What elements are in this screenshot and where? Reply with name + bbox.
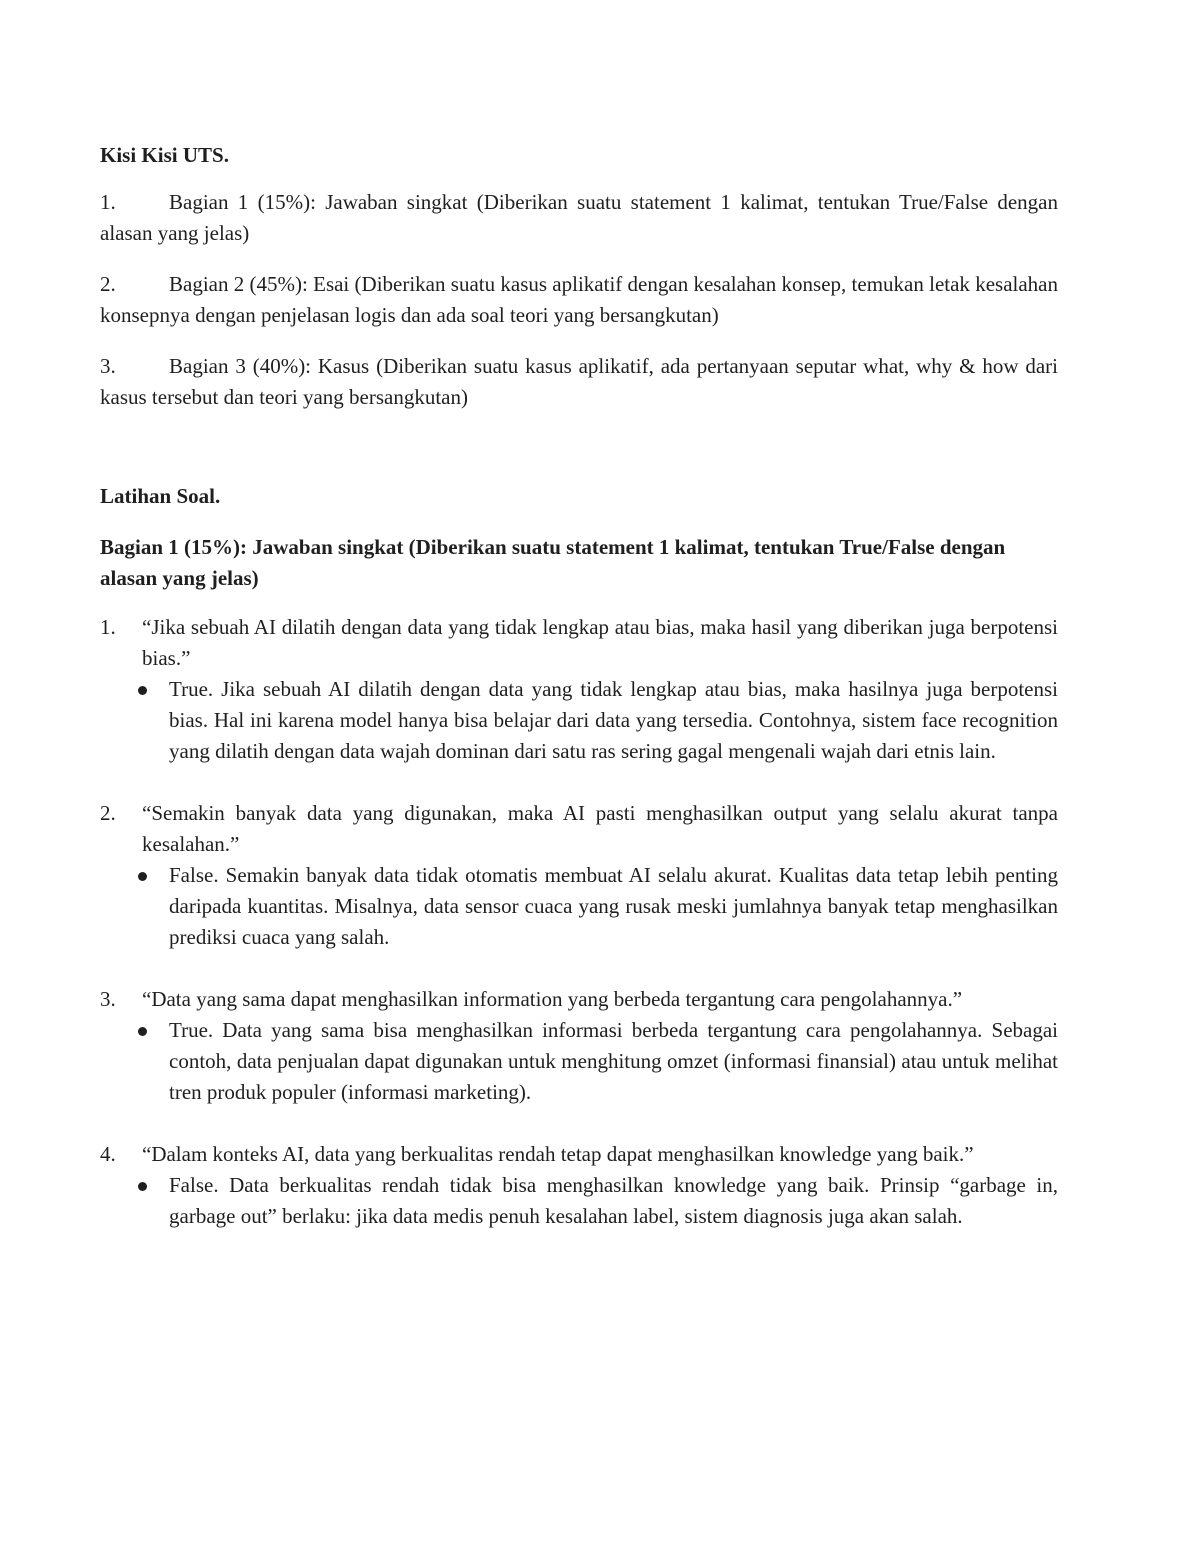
kisi-item-text: Bagian 3 (40%): Kasus (Diberikan suatu kasus aplikatif, ada pertanyaan seputar what, why & how dari kasus tersebut dan teori yang bersangkutan) [100, 354, 1058, 409]
bullet-icon [138, 1182, 147, 1191]
document-page [100, 140, 1058, 1232]
question-block [100, 612, 1058, 767]
question-number: 3. [100, 987, 116, 1011]
bullet-icon [138, 872, 147, 881]
question [100, 798, 1058, 860]
kisi-item-number: 1. [100, 190, 116, 214]
answer [100, 1170, 1058, 1232]
kisi-item-number: 3. [100, 354, 116, 378]
kisi-item-text: Bagian 1 (15%): Jawaban singkat (Diberikan suatu statement 1 kalimat, tentukan True/False dengan alasan yang jelas) [100, 190, 1058, 245]
question-text: “Jika sebuah AI dilatih dengan data yang tidak lengkap atau bias, maka hasil yang diberikan juga berpotensi bias.” [142, 615, 1058, 670]
answer [100, 674, 1058, 767]
question-text: “Dalam konteks AI, data yang berkualitas rendah tetap dapat menghasilkan knowledge yang baik.” [142, 1142, 974, 1166]
kisi-title: Kisi Kisi UTS. [100, 143, 229, 167]
answer-text: True. Data yang sama bisa menghasilkan informasi berbeda tergantung cara pengolahannya. Sebagai contoh, data penjualan dapat digunakan untuk menghitung omzet (informasi finansial) atau untuk melihat tren produk populer (informasi marketing). [169, 1018, 1058, 1104]
latihan-title: Latihan Soal. [100, 484, 221, 508]
section-heading: Bagian 1 (15%): Jawaban singkat (Diberikan suatu statement 1 kalimat, tentukan True/False dengan alasan yang jelas) [100, 535, 1006, 590]
answer [100, 1015, 1058, 1108]
question [100, 612, 1058, 674]
question-number: 1. [100, 615, 116, 639]
question-number: 2. [100, 801, 116, 825]
kisi-item [100, 269, 1058, 331]
answer-text: False. Data berkualitas rendah tidak bisa menghasilkan knowledge yang baik. Prinsip “garbage in, garbage out” berlaku: jika data medis penuh kesalahan label, sistem diagnosis juga akan salah. [169, 1173, 1058, 1228]
question-text: “Data yang sama dapat menghasilkan information yang berbeda tergantung cara pengolahannya.” [142, 987, 963, 1011]
kisi-item [100, 187, 1058, 249]
question [100, 1139, 1058, 1170]
answer-text: True. Jika sebuah AI dilatih dengan data yang tidak lengkap atau bias, maka hasilnya juga berpotensi bias. Hal ini karena model hanya bisa belajar dari data yang tersedia. Contohnya, sistem face recognition yang dilatih dengan data wajah dominan dari satu ras sering gagal mengenali wajah dari etnis lain. [169, 677, 1058, 763]
kisi-list [100, 187, 1058, 413]
question-block [100, 1139, 1058, 1232]
question [100, 984, 1058, 1015]
bullet-icon [138, 686, 147, 695]
question-block [100, 984, 1058, 1108]
answer [100, 860, 1058, 953]
kisi-item-text: Bagian 2 (45%): Esai (Diberikan suatu kasus aplikatif dengan kesalahan konsep, temukan letak kesalahan konsepnya dengan penjelasan logis dan ada soal teori yang bersangkutan) [100, 272, 1058, 327]
kisi-item [100, 351, 1058, 413]
bullet-icon [138, 1027, 147, 1036]
answer-text: False. Semakin banyak data tidak otomatis membuat AI selalu akurat. Kualitas data tetap lebih penting daripada kuantitas. Misalnya, data sensor cuaca yang rusak meski jumlahnya banyak tetap menghasilkan prediksi cuaca yang salah. [169, 863, 1058, 949]
question-block [100, 798, 1058, 953]
kisi-item-number: 2. [100, 272, 116, 296]
question-text: “Semakin banyak data yang digunakan, maka AI pasti menghasilkan output yang selalu akurat tanpa kesalahan.” [142, 801, 1058, 856]
question-number: 4. [100, 1142, 116, 1166]
